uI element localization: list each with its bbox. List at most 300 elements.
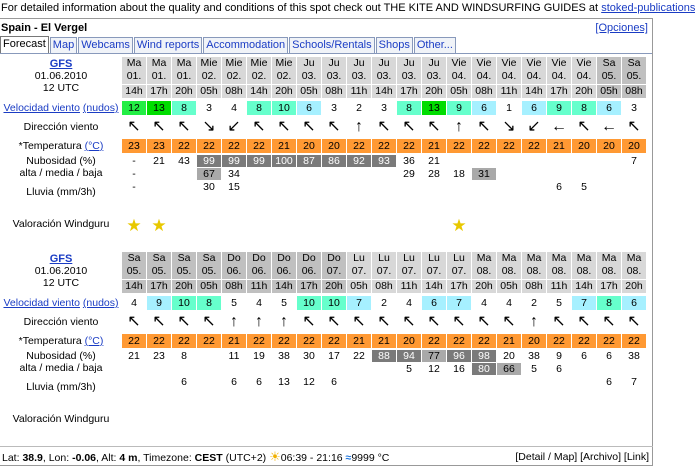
wind-row-cell: 7 xyxy=(347,296,371,310)
temp-row-cell: 22 xyxy=(622,334,646,348)
cloud-low-row-cell xyxy=(347,181,371,193)
rain-row-cell xyxy=(372,197,396,209)
rain-row xyxy=(122,197,647,209)
temp-row-cell: 22 xyxy=(197,139,221,153)
wind-arrow-icon: ↖ xyxy=(502,313,516,330)
wind-arrow-icon: ↑ xyxy=(280,313,288,330)
day-name: Mie xyxy=(200,57,218,69)
wind-arrow-icon: ↖ xyxy=(327,118,341,135)
direction-row-cell xyxy=(122,312,146,332)
rating-row-cell xyxy=(147,409,171,433)
wind-row-cell: 4 xyxy=(397,296,421,310)
cloud-low-row-cell: 6 xyxy=(231,376,237,388)
rain-row-cell xyxy=(447,197,471,209)
hour-row xyxy=(122,280,647,293)
temp-row-cell: 21 xyxy=(272,139,296,153)
tab-webcams[interactable]: Webcams xyxy=(78,37,133,53)
cloud-mid-row-cell xyxy=(622,363,646,375)
wind-row-cell: 6 xyxy=(522,101,546,115)
wind-arrow-icon: ← xyxy=(551,118,567,135)
direction-row-cell xyxy=(322,312,346,332)
wind-row xyxy=(122,296,647,310)
rain-row-cell xyxy=(597,197,621,209)
rain-row-cell xyxy=(322,197,346,209)
day-date: 01. xyxy=(151,70,167,82)
cloud-mid-row-cell: 80 xyxy=(472,363,496,375)
direction-row-cell xyxy=(597,117,621,137)
direction-row-cell xyxy=(547,312,571,332)
tab-other[interactable]: Other... xyxy=(414,37,456,53)
day-row-cell xyxy=(322,252,346,279)
hour-row-cell: 14h xyxy=(272,280,296,293)
rating-row-cell xyxy=(622,409,646,433)
cloud-low-row-cell: 12 xyxy=(303,376,315,388)
cloud-low-row-cell xyxy=(172,181,196,193)
cloud-mid-row-cell: 12 xyxy=(428,363,440,375)
hour-row-cell: 05h xyxy=(197,85,221,98)
cloud-low-row-cell xyxy=(197,376,221,388)
direction-row-cell xyxy=(272,312,296,332)
temp-row-cell: 22 xyxy=(597,334,621,348)
lat-value: 38.9 xyxy=(22,452,43,464)
day-date: 02. xyxy=(276,70,292,82)
wind-arrow-icon: ↖ xyxy=(327,313,341,330)
day-name: Mie xyxy=(275,57,293,69)
cloud-mid-row-cell xyxy=(122,363,146,375)
day-row-cell xyxy=(372,57,396,84)
day-row-cell xyxy=(147,252,171,279)
cloud-mid-row-cell xyxy=(172,363,196,375)
day-name: Lu xyxy=(378,252,390,264)
wind-arrow-icon: ↖ xyxy=(252,118,266,135)
label-rain xyxy=(0,380,122,394)
cloud-high-row-cell: 21 xyxy=(153,155,165,167)
temp-row-cell: 21 xyxy=(497,334,521,348)
lat-label: Lat: xyxy=(2,452,20,464)
day-name: Vie xyxy=(476,57,492,69)
cloud-high-row-cell: 20 xyxy=(503,350,515,362)
day-date: 03. xyxy=(301,70,317,82)
cloud-mid-row-cell xyxy=(497,168,521,180)
cloud-high-row-cell: 38 xyxy=(528,350,540,362)
wind-arrow-icon: ↖ xyxy=(427,118,441,135)
label-wind-part[interactable]: (nudos) xyxy=(82,102,119,114)
temp-row-cell: 22 xyxy=(197,334,221,348)
day-name: Ju xyxy=(403,57,415,69)
model-name-link[interactable]: GFS xyxy=(49,58,73,70)
wind-row-cell: 6 xyxy=(597,101,621,115)
direction-row-cell xyxy=(297,312,321,332)
cloud-high-row-cell xyxy=(522,155,546,167)
rain-row-cell xyxy=(247,197,271,209)
wind-arrow-icon: ↖ xyxy=(377,118,391,135)
rain-row-cell xyxy=(547,197,571,209)
wind-row-cell: 3 xyxy=(322,101,346,115)
rating-row-cell xyxy=(197,409,221,433)
hour-row-cell: 20h xyxy=(422,85,446,98)
day-date: 08. xyxy=(626,265,642,277)
cloud-mid-row-cell xyxy=(222,363,246,375)
wind-arrow-icon: ↖ xyxy=(477,118,491,135)
rating-row-cell xyxy=(197,214,221,238)
rating-row-cell xyxy=(372,409,396,433)
tab-map[interactable]: Map xyxy=(50,37,77,53)
rating-row-cell xyxy=(222,409,246,433)
cloud-low-row-cell xyxy=(272,181,296,193)
wind-row-cell: 9 xyxy=(547,101,571,115)
cloud-low-row-cell xyxy=(422,181,446,193)
wind-arrow-icon: ↖ xyxy=(402,313,416,330)
rain-row xyxy=(122,392,647,404)
direction-row-cell xyxy=(447,312,471,332)
rating-row-cell xyxy=(247,214,271,238)
wind-row xyxy=(122,101,647,115)
hour-row-cell: 11h xyxy=(247,280,271,293)
rain-row-cell xyxy=(297,392,321,404)
cloud-mid-row-cell xyxy=(597,363,621,375)
rating-row-cell xyxy=(522,409,546,433)
day-date: 08. xyxy=(501,265,517,277)
cloud-mid-row-cell xyxy=(322,363,346,375)
cloud-mid-row-cell: 67 xyxy=(197,168,221,180)
rain-row-cell xyxy=(122,197,146,209)
cloud-low-row-cell xyxy=(622,181,646,193)
wind-row-cell: 6 xyxy=(622,296,646,310)
tab-accommodation[interactable]: Accommodation xyxy=(203,37,288,53)
day-row-cell xyxy=(547,57,571,84)
cloud-high-row-cell xyxy=(572,155,596,167)
cloud-high-row-cell: 87 xyxy=(297,155,321,167)
wind-row-cell: 10 xyxy=(272,101,296,115)
cloud-mid-row-cell: 34 xyxy=(228,168,240,180)
sun-icon: ☀ xyxy=(269,449,281,464)
label-temperature-part: *Temperatura xyxy=(18,335,82,347)
rating-row-cell xyxy=(397,214,421,238)
cloud-low-row-cell xyxy=(522,376,546,388)
cloud-high-row-cell xyxy=(547,155,571,167)
temp-row-cell: 22 xyxy=(522,139,546,153)
cloud-mid-row-cell: 28 xyxy=(428,168,440,180)
cloud-low-row-cell xyxy=(372,181,396,193)
cloud-mid-row-cell xyxy=(147,363,171,375)
cloud-low-row xyxy=(122,181,647,193)
day-row-cell xyxy=(372,252,396,279)
hour-row-cell: 17h xyxy=(297,280,321,293)
wind-row-cell: 3 xyxy=(622,101,646,115)
day-date: 03. xyxy=(401,70,417,82)
day-date: 04. xyxy=(501,70,517,82)
temp-row-cell: 22 xyxy=(572,334,596,348)
day-name: Ju xyxy=(428,57,440,69)
day-name: Mie xyxy=(250,57,268,69)
wind-arrow-icon: ↑ xyxy=(455,118,463,135)
rating-row-cell xyxy=(222,214,246,238)
cloud-high-row-cell: 36 xyxy=(403,155,415,167)
day-date: 06. xyxy=(301,265,317,277)
day-name: Ma xyxy=(626,252,642,264)
rating-row-cell xyxy=(272,409,296,433)
day-name: Vie xyxy=(551,57,567,69)
rain-row-cell xyxy=(197,392,221,404)
temp-row-cell: 20 xyxy=(597,139,621,153)
rating-row-cell xyxy=(372,214,396,238)
tab-shops[interactable]: Shops xyxy=(376,37,413,53)
tab-wind-reports[interactable]: Wind reports xyxy=(134,37,202,53)
label-rain-part: Lluvia (mm/3h) xyxy=(26,381,96,393)
top-info-text: For detailed information about the quality and conditions of this spot check out THE KITE AND WINDSURFING GUIDES at xyxy=(1,2,599,14)
wind-arrow-icon: ↖ xyxy=(402,118,416,135)
wind-row-cell: 6 xyxy=(422,296,446,310)
cloud-low-row-cell: - xyxy=(132,181,136,193)
wind-row-cell: 5 xyxy=(222,296,246,310)
wind-arrow-icon: ↖ xyxy=(477,313,491,330)
rain-row-cell xyxy=(622,392,646,404)
rain-row-cell xyxy=(372,392,396,404)
direction-row-cell xyxy=(397,117,421,137)
cloud-high-row-cell xyxy=(597,155,621,167)
day-row-cell xyxy=(397,57,421,84)
temp-row-cell: 22 xyxy=(397,139,421,153)
cloud-high-row-cell: 99 xyxy=(247,155,271,167)
hour-row-cell: 17h xyxy=(597,280,621,293)
cloud-high-row-cell: 23 xyxy=(153,350,165,362)
day-date: 03. xyxy=(326,70,342,82)
rain-row-cell xyxy=(122,392,146,404)
wind-row-cell: 3 xyxy=(197,101,221,115)
hour-row-cell: 14h xyxy=(247,85,271,98)
wind-arrow-icon: ↖ xyxy=(427,313,441,330)
cloud-low-row-cell xyxy=(147,181,171,193)
model-utc: 12 UTC xyxy=(42,82,80,94)
cloud-high-row-cell: 21 xyxy=(428,155,440,167)
cloud-mid-row-cell: - xyxy=(132,168,136,180)
model-utc: 12 UTC xyxy=(42,277,80,289)
cloud-low-row-cell xyxy=(472,376,496,388)
day-date: 06. xyxy=(251,265,267,277)
day-row-cell xyxy=(547,252,571,279)
cloud-low-row xyxy=(122,376,647,388)
day-date: 08. xyxy=(601,265,617,277)
cloud-high-row-cell xyxy=(497,155,521,167)
day-row-cell xyxy=(597,57,621,84)
temp-row-cell: 23 xyxy=(122,139,146,153)
wind-row-cell: 10 xyxy=(297,296,321,310)
day-row-cell xyxy=(572,252,596,279)
cloud-mid-row-cell: 31 xyxy=(472,168,496,180)
wind-arrow-icon: ↖ xyxy=(377,313,391,330)
day-name: Do xyxy=(277,252,291,264)
wind-row-cell: 10 xyxy=(172,296,196,310)
cloud-high-row-cell: 6 xyxy=(606,350,612,362)
day-row-cell xyxy=(322,57,346,84)
wind-arrow-icon: ↖ xyxy=(177,313,191,330)
wind-arrow-icon: ↑ xyxy=(355,118,363,135)
direction-row-cell xyxy=(172,312,196,332)
direction-row-cell xyxy=(247,312,271,332)
day-name: Ju xyxy=(378,57,390,69)
day-date: 07. xyxy=(401,265,417,277)
temp-row-cell: 20 xyxy=(397,334,421,348)
wind-row-cell: 7 xyxy=(447,296,471,310)
wind-row-cell: 8 xyxy=(172,101,196,115)
tz-value: CEST xyxy=(194,452,223,464)
day-name: Ma xyxy=(526,252,542,264)
temp-row-cell: 22 xyxy=(172,334,196,348)
label-rating-part: Valoración Windguru xyxy=(12,413,110,425)
rating-row-cell xyxy=(122,409,146,433)
day-name: Vie xyxy=(501,57,517,69)
hour-row-cell: 05h xyxy=(347,280,371,293)
hour-row-cell: 11h xyxy=(397,280,421,293)
day-name: Vie xyxy=(576,57,592,69)
temp-row-cell: 21 xyxy=(422,139,446,153)
label-wind-part[interactable]: (nudos) xyxy=(82,297,119,309)
footer-links[interactable]: [Detail / Map] [Archivo] [Link] xyxy=(515,451,649,463)
temp-row-cell: 22 xyxy=(347,139,371,153)
wind-row-cell: 6 xyxy=(297,101,321,115)
cloud-mid-row-cell: 29 xyxy=(403,168,415,180)
tab-forecast[interactable]: Forecast xyxy=(0,36,49,53)
wave-icon: ≈ xyxy=(345,452,352,464)
wind-row-cell: 8 xyxy=(247,101,271,115)
rating-row-cell xyxy=(447,409,471,433)
rating-row-cell xyxy=(322,214,346,238)
cloud-low-row-cell: 6 xyxy=(181,376,187,388)
wind-arrow-icon: ↖ xyxy=(627,118,641,135)
day-date: 06. xyxy=(226,265,242,277)
rain-row-cell xyxy=(572,392,596,404)
temp-row-cell: 22 xyxy=(247,139,271,153)
label-cloud-part: alta / media / baja xyxy=(19,362,103,374)
cloud-high-row xyxy=(122,350,647,362)
temp-row-cell: 22 xyxy=(247,334,271,348)
hour-row-cell: 11h xyxy=(347,85,371,98)
wind-row-cell: 13 xyxy=(422,101,446,115)
direction-row-cell xyxy=(572,312,596,332)
day-date: 03. xyxy=(376,70,392,82)
day-name: Sa xyxy=(202,252,216,264)
wind-row-cell: 2 xyxy=(372,296,396,310)
rain-row-cell xyxy=(322,392,346,404)
day-name: Vie xyxy=(451,57,467,69)
cloud-mid-row-cell xyxy=(372,168,396,180)
wind-arrow-icon: ↖ xyxy=(577,118,591,135)
label-temperature-part[interactable]: (°C) xyxy=(84,140,104,152)
lon-label: , Lon: xyxy=(42,452,70,464)
day-name: Sa xyxy=(602,57,616,69)
wind-row-cell: 4 xyxy=(497,296,521,310)
direction-row-cell xyxy=(622,117,646,137)
cloud-high-row-cell: 38 xyxy=(628,350,640,362)
rating-row-cell xyxy=(597,214,621,238)
model-header xyxy=(0,58,122,94)
tz-label: , Timezone: xyxy=(137,452,192,464)
day-date: 04. xyxy=(551,70,567,82)
day-row-cell xyxy=(297,57,321,84)
rating-row-cell xyxy=(572,409,596,433)
hour-row-cell: 08h xyxy=(222,85,246,98)
cloud-low-row-cell xyxy=(422,376,446,388)
rain-row-cell xyxy=(247,392,271,404)
wind-arrow-icon: ↖ xyxy=(577,313,591,330)
label-rating xyxy=(0,407,122,431)
cloud-mid-row-cell: 16 xyxy=(453,363,465,375)
temp-row-cell: 22 xyxy=(447,334,471,348)
tab-schools-rentals[interactable]: Schools/Rentals xyxy=(289,37,375,53)
temp-row-cell: 20 xyxy=(622,139,646,153)
day-row-cell xyxy=(522,252,546,279)
temp-row-cell: 22 xyxy=(547,334,571,348)
hour-row-cell: 20h xyxy=(472,280,496,293)
day-row-cell xyxy=(347,57,371,84)
cloud-high-row-cell: 8 xyxy=(181,350,187,362)
model-name-link[interactable]: GFS xyxy=(49,253,73,265)
cloud-mid-row-cell xyxy=(622,168,646,180)
rain-row-cell xyxy=(297,197,321,209)
day-row xyxy=(122,252,647,279)
rain-row-cell xyxy=(547,392,571,404)
temp-row-cell: 21 xyxy=(372,334,396,348)
wind-row-cell: 13 xyxy=(147,101,171,115)
temp-row-cell: 22 xyxy=(272,334,296,348)
day-name: Lu xyxy=(453,252,465,264)
stoked-link[interactable]: stoked-publications xyxy=(601,2,695,14)
temp-row-cell: 22 xyxy=(147,334,171,348)
rating-row-cell xyxy=(297,214,321,238)
label-temperature-part[interactable]: (°C) xyxy=(84,335,104,347)
rating-row-cell xyxy=(297,409,321,433)
temp-row-cell: 22 xyxy=(497,139,521,153)
options-link[interactable]: [Opciones] xyxy=(595,22,648,34)
cloud-high-row-cell: 30 xyxy=(303,350,315,362)
lon-value: -0.06 xyxy=(72,452,97,464)
label-cloud-part: Nubosidad (%) xyxy=(26,350,96,362)
cloud-low-row-cell xyxy=(397,181,421,193)
rating-row xyxy=(122,409,647,433)
day-date: 07. xyxy=(426,265,442,277)
label-wind-part[interactable]: Velocidad viento xyxy=(3,102,80,114)
cloud-low-row-cell xyxy=(447,376,471,388)
rain-row-cell xyxy=(347,392,371,404)
wind-row-cell: 9 xyxy=(147,296,171,310)
day-row-cell xyxy=(247,252,271,279)
cloud-low-row-cell xyxy=(297,181,321,193)
day-row-cell xyxy=(497,252,521,279)
rain-row-cell xyxy=(422,392,446,404)
cloud-low-row-cell: 7 xyxy=(631,376,637,388)
day-row-cell xyxy=(147,57,171,84)
day-name: Ma xyxy=(601,252,617,264)
day-row-cell xyxy=(497,57,521,84)
temp-row xyxy=(122,334,647,348)
rain-row-cell xyxy=(397,197,421,209)
temp-row-cell: 23 xyxy=(147,139,171,153)
day-name: Ma xyxy=(151,57,167,69)
hour-row-cell: 08h xyxy=(622,85,646,98)
label-temperature xyxy=(0,334,122,348)
wind-row-cell: 5 xyxy=(547,296,571,310)
hour-row-cell: 05h xyxy=(497,280,521,293)
label-wind-part[interactable]: Velocidad viento xyxy=(3,297,80,309)
cloud-mid-row-cell xyxy=(297,168,321,180)
label-wind xyxy=(0,296,122,310)
direction-row-cell xyxy=(172,117,196,137)
day-date: 03. xyxy=(426,70,442,82)
cloud-low-row-cell: 6 xyxy=(256,376,262,388)
sun-times: 06:39 - 21:16 xyxy=(280,452,343,464)
day-row-cell xyxy=(447,252,471,279)
direction-row-cell xyxy=(297,117,321,137)
